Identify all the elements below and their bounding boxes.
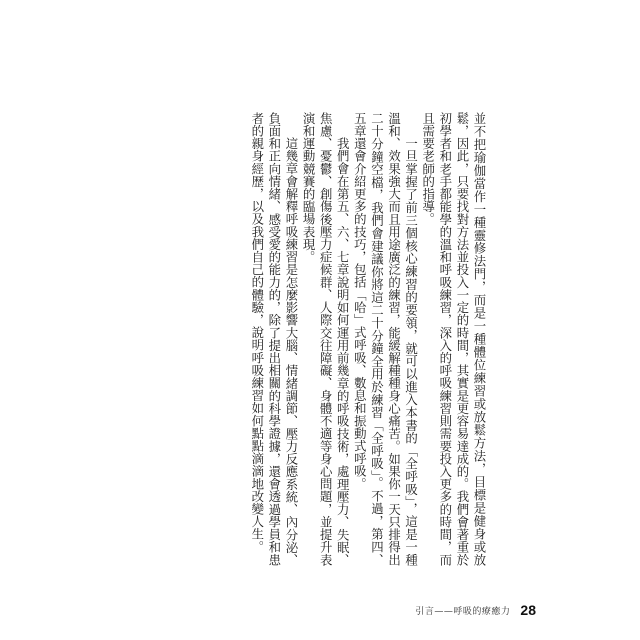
paragraph-1: 並不把瑜伽當作一種靈修法門，而是一種體位練習或放鬆方法，目標是健身或放鬆，因此，只要找對方法並投入一定的時間，其實是更容易達成的。我們會著重於初學者和老手都能學的溫和呼吸練習，深入的呼吸練習則需要投入更多的時間，而且需要老師的指導。 (420, 112, 487, 566)
paragraph-2: 一旦掌握了前三個核心練習的要領，就可以進入本書的「全呼吸」，這是一種溫和、效果強大而且用途廣泛的練習，能緩解種種身心痛苦。如果你一天只排得出二十分鐘空檔，我們會建議你將這二十分鐘全用於練習「全呼吸」。不過，第四、五章還會介紹更多的技巧，包括「哈」式呼吸、數息和振動式呼吸。 (352, 112, 419, 566)
running-head: 引言——呼吸的療癒力 (415, 606, 511, 617)
body-text (148, 112, 488, 566)
paragraph-4: 這幾章會解釋呼吸練習是怎麼影響大腦、情緒調節、壓力反應系統、內分泌、負面和正向情緒、感受愛的能力的，除了提出相關的科學證據，還會透過學員和患者的親身經歷，以及我們自己的體驗，說明呼吸練習如何點點滴滴地改變人生。 (249, 112, 299, 566)
paragraph-3: 我們會在第五、六、七章說明如何運用前幾章的呼吸技術，處理壓力、失眠、焦慮、憂鬱、創傷後壓力症候群、人際交往障礙、身體不適等身心問題，並提升表演和運動競賽的臨場表現。 (301, 112, 351, 566)
page-number: 28 (520, 602, 536, 618)
page-footer (396, 598, 536, 622)
